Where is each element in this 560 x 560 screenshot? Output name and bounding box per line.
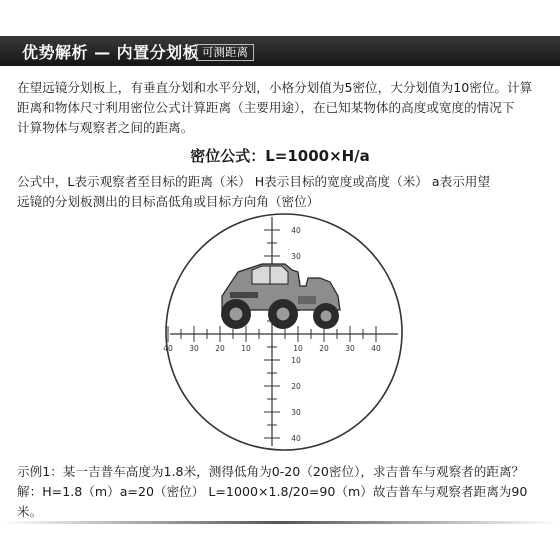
vertical-scale-label: 30 (291, 252, 301, 261)
horizontal-scale-label: 10 (241, 344, 251, 353)
reticle-ring (166, 214, 402, 450)
intro-line: 在望远镜分划板上，有垂直分划和水平分划，小格分划值为5密位，大分划值为10密位。计算 (17, 80, 533, 95)
horizontal-scale-label: 20 (319, 344, 329, 353)
vertical-scale-label: 30 (291, 408, 301, 417)
horizontal-scale-label: 20 (215, 344, 225, 353)
vertical-scale-label: 20 (291, 382, 301, 391)
vertical-scale-label: 10 (291, 356, 301, 365)
horizontal-scale-label: 10 (293, 344, 303, 353)
jeep-icon (221, 264, 340, 329)
vertical-scale-label: 40 (291, 434, 301, 443)
example-solution: 解：H=1.8（m）a=20（密位） L=1000×1.8/20=90（m）故吉普车与观察者距离为90米。 (17, 484, 528, 519)
example-paragraph (17, 462, 547, 522)
horizontal-scale-label: 30 (189, 344, 199, 353)
horizontal-scale-label: 40 (163, 344, 173, 353)
mil-formula: 密位公式：L=1000×H/a (190, 147, 370, 165)
example-question: 示例1：某一吉普车高度为1.8米，测得低角为0-20（20密位），求吉普车与观察者的距离？ (17, 464, 525, 479)
horizontal-scale-label: 40 (371, 344, 381, 353)
explanation-line: 公式中，L表示观察者至目标的距离（米） H表示目标的宽度或高度（米） a表示用望 (17, 174, 490, 189)
explanation-line: 远镜的分划板测出的目标高低角或目标方向角（密位） (17, 194, 320, 209)
section-title: 优势解析 — 内置分划板 (22, 43, 200, 62)
footer-divider (0, 521, 560, 524)
intro-line: 计算物体与观察者之间的距离。 (17, 120, 194, 135)
section-subtitle-badge: 可测距离 (196, 44, 254, 61)
horizontal-scale-label: 30 (345, 344, 355, 353)
vertical-scale-label: 40 (291, 226, 301, 235)
intro-line: 距离和物体尺寸利用密位公式计算距离（主要用途），在已知某物体的高度或宽度的情况下 (17, 100, 515, 115)
